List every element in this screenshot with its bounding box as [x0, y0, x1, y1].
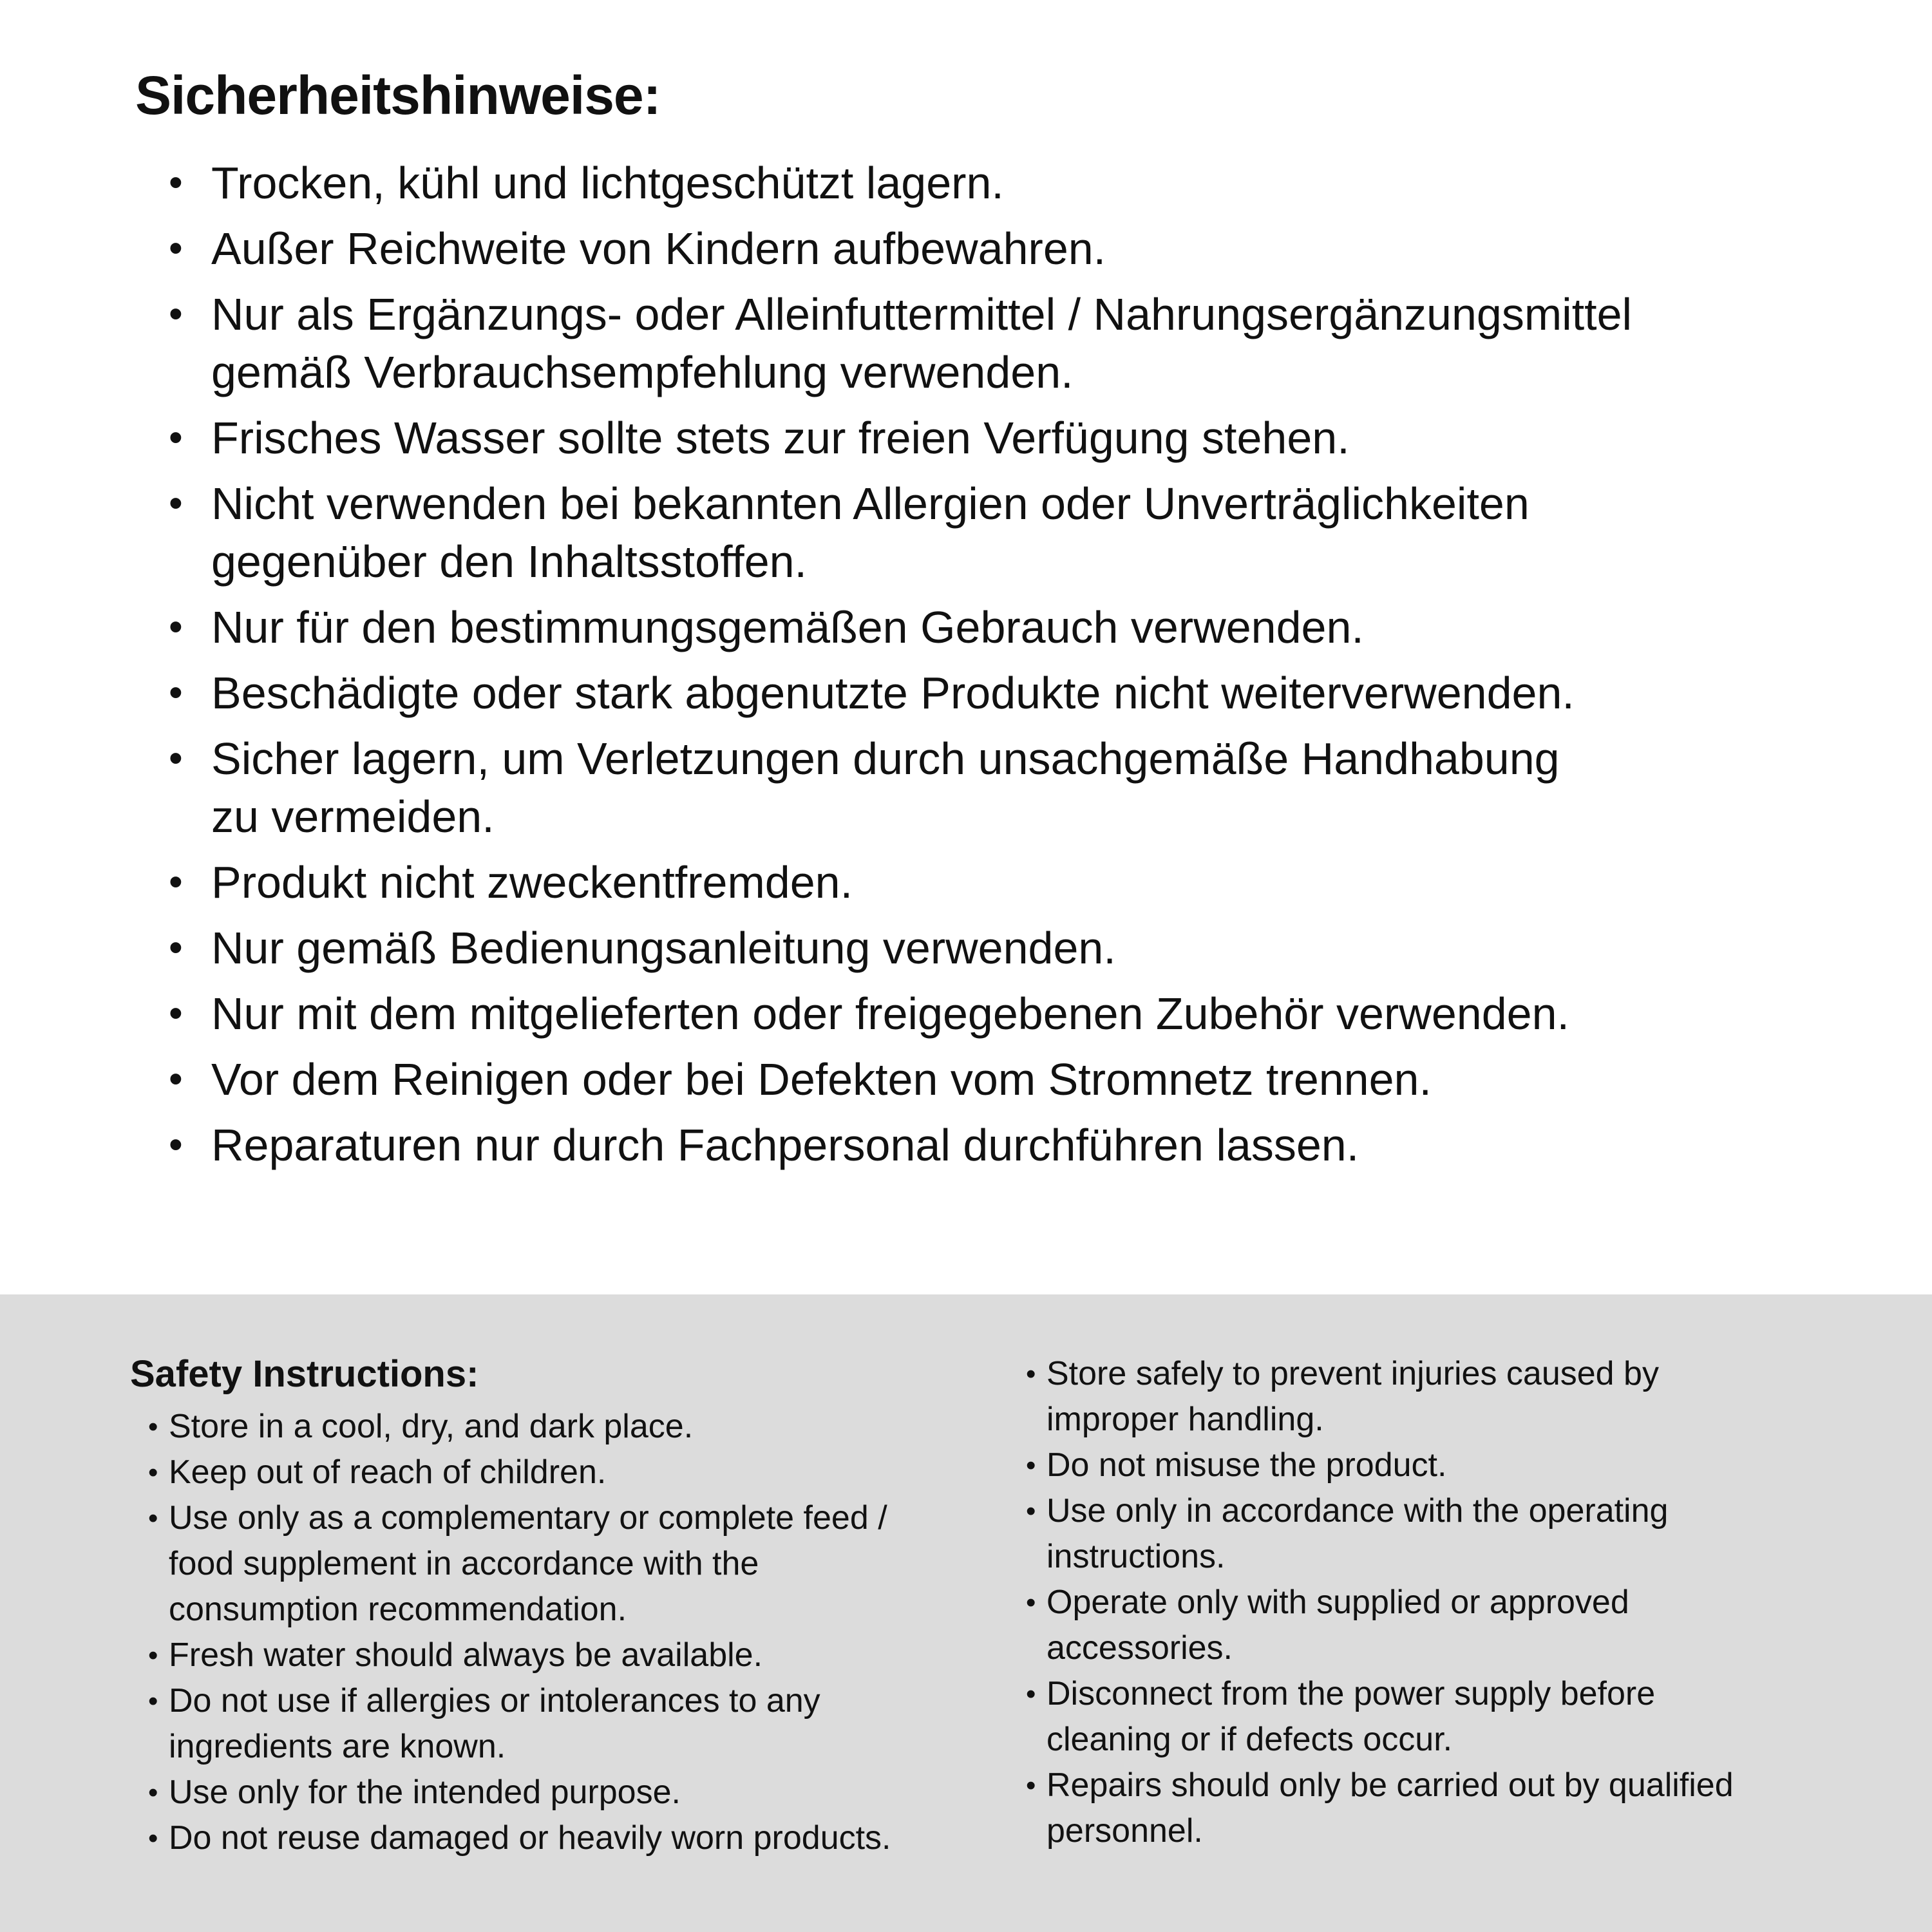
list-item	[130, 1404, 1008, 1450]
list-item	[135, 1116, 1855, 1174]
list-item	[130, 1770, 1008, 1815]
list-item	[1008, 1351, 1893, 1443]
list-item	[135, 409, 1855, 467]
bullet-line: cleaning or if defects occur.	[1046, 1721, 1453, 1758]
list-item	[1008, 1488, 1893, 1580]
bullet-line: • Reparaturen nur durch Fachpersonal durchführen lassen.	[211, 1120, 1359, 1170]
list-item	[135, 730, 1855, 846]
bullet-line: • Keep out of reach of children.	[169, 1454, 607, 1491]
bullet-line: • Use only as a complementary or complete feed /	[169, 1499, 887, 1537]
bullet-line: • Fresh water should always be available.	[169, 1636, 763, 1674]
list-item	[130, 1450, 1008, 1495]
bullet-line: • Nur als Ergänzungs- oder Alleinfuttermittel / Nahrungsergänzungsmittel	[211, 289, 1633, 339]
bullet-line: accessories.	[1046, 1629, 1233, 1667]
bullet-line: • Disconnect from the power supply before	[1046, 1675, 1656, 1712]
list-item	[135, 985, 1855, 1043]
bullet-line: • Store safely to prevent injuries caused by	[1046, 1355, 1659, 1392]
bullet-line: • Use only in accordance with the operating	[1046, 1492, 1669, 1530]
bullet-line: • Nicht verwenden bei bekannten Allergien oder Unverträglichkeiten	[211, 478, 1530, 529]
bullet-line: • Do not misuse the product.	[1046, 1446, 1447, 1484]
english-right-bullet-list	[1008, 1351, 1893, 1854]
list-item	[1008, 1671, 1893, 1763]
bullet-line: • Store in a cool, dry, and dark place.	[169, 1408, 694, 1445]
list-item	[1008, 1580, 1893, 1671]
list-item	[135, 664, 1855, 722]
list-item	[135, 853, 1855, 911]
german-section-title: Sicherheitshinweise:	[135, 65, 661, 126]
bullet-line: • Sicher lagern, um Verletzungen durch unsachgemäße Handhabung	[211, 734, 1560, 784]
list-item	[135, 598, 1855, 656]
list-item	[135, 285, 1855, 401]
bullet-line: • Do not reuse damaged or heavily worn products.	[169, 1819, 891, 1857]
bullet-line: • Do not use if allergies or intolerances to any	[169, 1682, 820, 1719]
bullet-line: • Nur mit dem mitgelieferten oder freigegebenen Zubehör verwenden.	[211, 989, 1569, 1039]
list-item	[135, 475, 1855, 591]
bullet-line: • Beschädigte oder stark abgenutzte Produkte nicht weiterverwenden.	[211, 668, 1575, 718]
list-item	[135, 220, 1855, 278]
bullet-line: consumption recommendation.	[169, 1591, 627, 1628]
english-section-title: Safety Instructions:	[130, 1353, 479, 1395]
bullet-line: personnel.	[1046, 1812, 1203, 1850]
list-item	[130, 1495, 1008, 1633]
bullet-line: improper handling.	[1046, 1401, 1324, 1438]
bullet-line: • Trocken, kühl und lichtgeschützt lagern.	[211, 158, 1004, 208]
english-left-column	[130, 1351, 1008, 1932]
bullet-line: ingredients are known.	[169, 1728, 506, 1765]
bullet-line: • Nur gemäß Bedienungsanleitung verwenden.	[211, 923, 1116, 973]
bullet-line: • Produkt nicht zweckentfremden.	[211, 857, 853, 907]
list-item	[1008, 1763, 1893, 1854]
english-left-bullet-list	[130, 1404, 1008, 1861]
bullet-line: • Repairs should only be carried out by qualified	[1046, 1766, 1734, 1804]
bullet-line: • Frisches Wasser sollte stets zur freien Verfügung stehen.	[211, 413, 1350, 463]
bullet-line: • Außer Reichweite von Kindern aufbewahren.	[211, 223, 1106, 274]
bullet-line: • Nur für den bestimmungsgemäßen Gebrauch verwenden.	[211, 602, 1364, 652]
bullet-line: • Operate only with supplied or approved	[1046, 1584, 1629, 1621]
list-item	[135, 154, 1855, 212]
list-item	[130, 1678, 1008, 1770]
english-safety-section	[0, 1294, 1932, 1932]
bullet-line: food supplement in accordance with the	[169, 1545, 759, 1582]
bullet-line: instructions.	[1046, 1538, 1226, 1575]
bullet-line: • Use only for the intended purpose.	[169, 1774, 681, 1811]
bullet-line: zu vermeiden.	[211, 791, 495, 842]
list-item	[130, 1815, 1008, 1861]
bullet-line: gegenüber den Inhaltsstoffen.	[211, 536, 808, 587]
list-item	[130, 1633, 1008, 1678]
list-item	[135, 919, 1855, 977]
english-right-column	[1008, 1351, 1893, 1932]
bullet-line: gemäß Verbrauchsempfehlung verwenden.	[211, 347, 1074, 397]
list-item	[1008, 1443, 1893, 1488]
german-bullet-list	[135, 154, 1855, 1174]
bullet-line: • Vor dem Reinigen oder bei Defekten vom Stromnetz trennen.	[211, 1054, 1432, 1104]
list-item	[135, 1050, 1855, 1108]
